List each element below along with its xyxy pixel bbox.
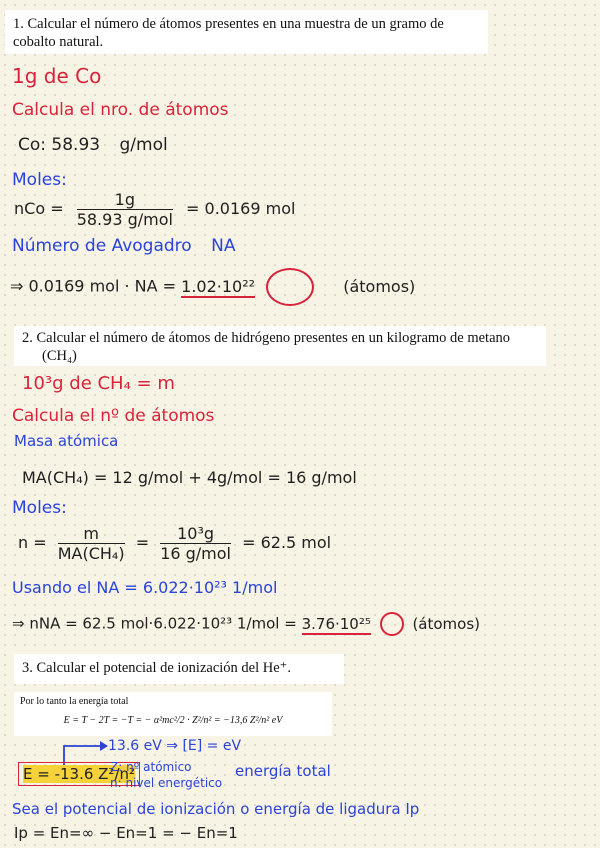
q2-final — [12, 612, 480, 636]
q3-energy-total: energía total — [235, 762, 331, 780]
q1-answer-circle — [266, 268, 314, 306]
q2-moles-equation — [18, 524, 331, 563]
q1-answer: 1.02·10²² — [181, 276, 256, 296]
q3-ip: Ip = En=∞ − En=1 = − En=1 — [14, 824, 238, 842]
q2-fraction-2-den: 16 g/mol — [160, 544, 231, 563]
q3-arrow-note: 13.6 eV ⇒ [E] = eV — [108, 738, 242, 754]
q2-final-expr: ⇒ nNA = 62.5 mol·6.022·10²³ 1/mol = — [12, 614, 297, 633]
q1-atomic-value: Co: 58.93 — [18, 135, 101, 155]
q1-atomic-mass — [18, 135, 168, 155]
q1-fraction-den: 58.93 g/mol — [76, 210, 173, 229]
q3-sea: Sea el potencial de ionización o energía de ligadura Ip — [12, 800, 420, 818]
question-3-text: 3. Calcular el potencial de ionización del He⁺. — [22, 660, 291, 676]
q2-answer-circle — [380, 612, 404, 636]
q2-fraction-2 — [160, 524, 231, 563]
excerpt-title: Por lo tanto la energía total — [20, 696, 129, 707]
q2-task: Calcula el nº de átomos — [12, 406, 215, 426]
q2-given: 10³g de CH₄ = m — [22, 373, 175, 394]
q1-avogadro-symbol: NA — [211, 236, 236, 256]
question-1-box — [5, 10, 488, 54]
question-1-text: 1. Calcular el número de átomos presentes en una muestra de un gramo de cobalto natural. — [13, 16, 444, 50]
q1-moles-label: Moles: — [12, 170, 67, 190]
question-2-box — [14, 326, 546, 366]
q1-avogadro-label: Número de Avogadro — [12, 236, 192, 256]
q1-fraction — [77, 190, 173, 229]
q2-fraction-1-num: m — [58, 524, 125, 544]
q1-atomic-unit: g/mol — [119, 135, 168, 155]
question-2-text: 2. Calcular el número de átomos de hidrógeno presentes en un kilogramo de metano — [22, 330, 511, 346]
q2-ma: MA(CH₄) = 12 g/mol + 4g/mol = 16 g/mol — [22, 468, 357, 487]
q3-n-note: n: nivel energético — [110, 776, 223, 790]
q2-fraction-1 — [58, 524, 125, 563]
q2-n-result: = 62.5 mol — [242, 533, 332, 552]
q1-n-lhs: nCo = — [14, 199, 64, 218]
q1-avogadro — [12, 236, 235, 256]
q1-final — [10, 268, 415, 306]
question-3-box — [14, 654, 344, 684]
q1-given: 1g de Co — [12, 64, 102, 88]
q2-n-eq: = — [135, 533, 150, 552]
q2-n-lhs: n = — [18, 533, 47, 552]
q1-task: Calcula el nro. de átomos — [12, 100, 229, 120]
q1-final-expr: ⇒ 0.0169 mol · NA = — [10, 276, 177, 296]
q2-masa: Masa atómica — [14, 432, 119, 450]
q3-energy-formula: E = -13.6 Z²/n² — [23, 765, 136, 783]
q2-fraction-1-den: MA(CH₄) — [57, 544, 125, 563]
q1-units: (átomos) — [343, 276, 416, 296]
q2-usando: Usando el NA = 6.022·10²³ 1/mol — [12, 578, 278, 597]
q1-n-result: = 0.0169 mol — [186, 199, 296, 218]
q3-z-note: Z: nº atómico — [110, 760, 192, 774]
q1-moles-equation — [14, 190, 295, 229]
q1-fraction-num: 1g — [77, 190, 173, 210]
excerpt-equation: E = T − 2T = −T = − α²mc²/2 · Z²/n² = −13,6 Z²/n² eV — [63, 715, 283, 726]
q2-units: (átomos) — [412, 614, 480, 633]
q2-fraction-2-num: 10³g — [160, 524, 231, 544]
excerpt-box — [14, 692, 332, 736]
q2-answer: 3.76·10²⁵ — [301, 614, 371, 633]
q2-moles-label: Moles: — [12, 498, 67, 518]
question-2-text-b: (CH₄) — [42, 348, 77, 364]
